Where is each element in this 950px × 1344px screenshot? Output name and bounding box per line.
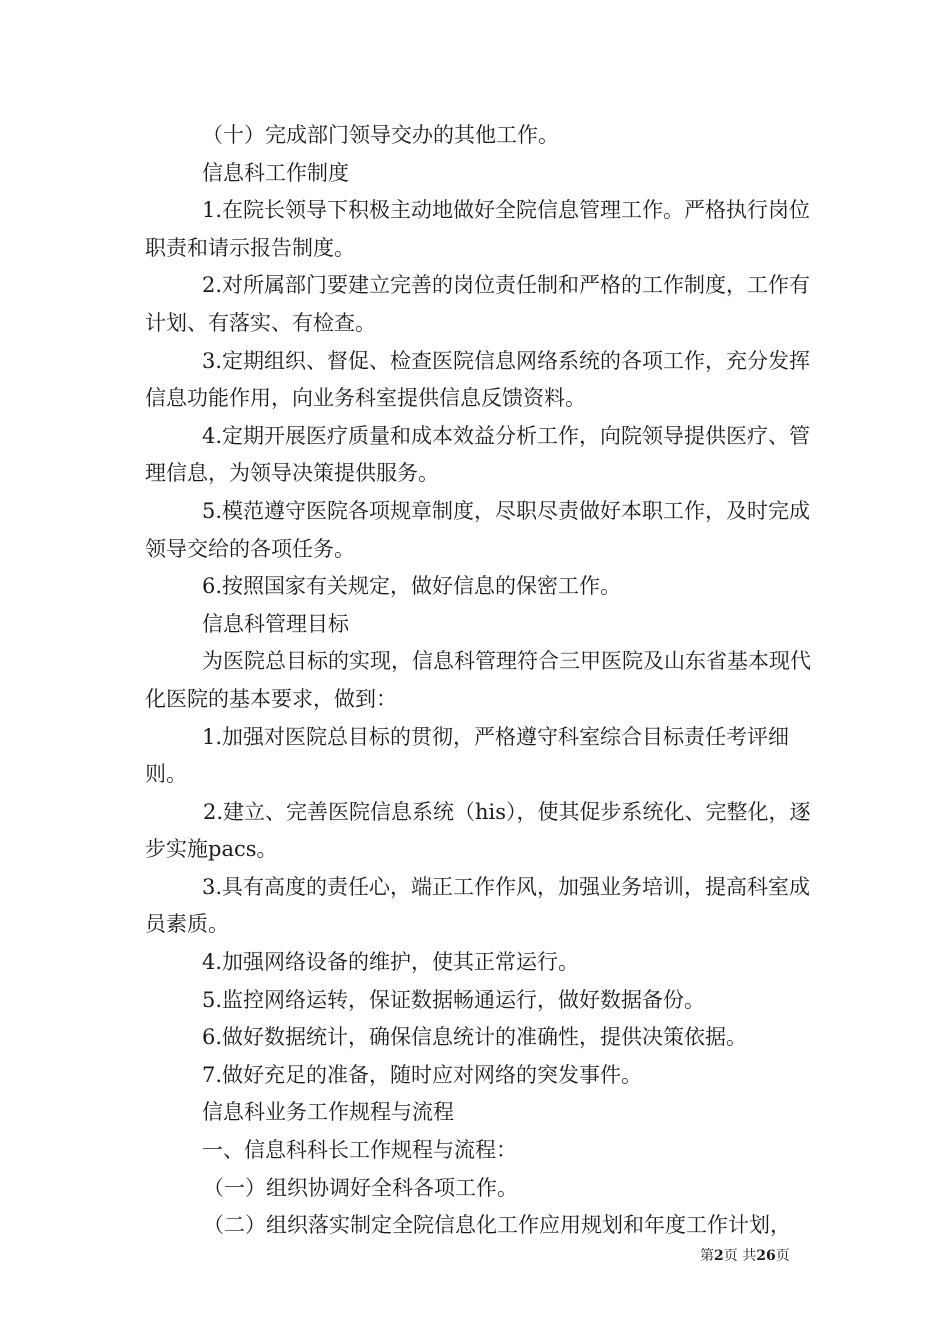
body-text (145, 117, 815, 1245)
paragraph: 4.加强网络设备的维护，使其正常运行。 (202, 950, 580, 975)
paragraph: （一）组织协调好全科各项工作。 (203, 1175, 518, 1200)
footer-page-number: 2 (714, 1248, 724, 1264)
footer-total-pages: 26 (756, 1248, 776, 1264)
paragraph: 为医院总目标的实现，信息科管理符合三甲医院及山东省基本现代化医院的基本要求，做到： (145, 649, 811, 711)
paragraph: 5.模范遵守医院各项规章制度，尽职尽责做好本职工作，及时完成领导交给的各项任务。 (145, 498, 811, 561)
paragraph: 7.做好充足的准备，随时应对网络的突发事件。 (202, 1062, 643, 1087)
section-heading: 信息科业务工作规程与流程 (202, 1100, 454, 1125)
paragraph: 5.监控网络运转，保证数据畅通运行，做好数据备份。 (202, 987, 706, 1012)
paragraph: 3.具有高度的责任心，端正工作作风，加强业务培训，提高科室成员素质。 (145, 874, 811, 937)
paragraph: 一、信息科科长工作规程与流程： (202, 1138, 517, 1163)
footer-suffix: 页 (775, 1248, 790, 1264)
paragraph: 6.做好数据统计，确保信息统计的准确性，提供决策依据。 (202, 1025, 748, 1050)
section-heading: 信息科工作制度 (202, 160, 349, 185)
paragraph: （二）组织落实制定全院信息化工作应用规划和年度工作计划， (203, 1213, 791, 1238)
paragraph: 2.对所属部门要建立完善的岗位责任制和严格的工作制度，工作有计划、有落实、有检查。 (145, 273, 811, 335)
paragraph: 4.定期开展医疗质量和成本效益分析工作，向院领导提供医疗、管理信息，为领导决策提供服务。 (145, 423, 811, 486)
paragraph: 3.定期组织、督促、检查医院信息网络系统的各项工作，充分发挥信息功能作用，向业务科室提供信息反馈资料。 (145, 348, 811, 411)
paragraph: 2.建立、完善医院信息系统（his），使其促步系统化、完整化，逐步实施pacs。 (145, 799, 811, 862)
paragraph: 1.加强对医院总目标的贯彻，严格遵守科室综合目标责任考评细则。 (145, 724, 790, 787)
footer-middle: 页 共 (723, 1248, 757, 1264)
page-footer (700, 1247, 820, 1265)
paragraph: （十）完成部门领导交办的其他工作。 (202, 123, 559, 147)
paragraph: 1.在院长领导下积极主动地做好全院信息管理工作。严格执行岗位职责和请示报告制度。 (145, 198, 811, 260)
section-heading: 信息科管理目标 (202, 611, 349, 636)
footer-prefix: 第 (700, 1248, 714, 1264)
paragraph: 6.按照国家有关规定，做好信息的保密工作。 (202, 574, 622, 599)
